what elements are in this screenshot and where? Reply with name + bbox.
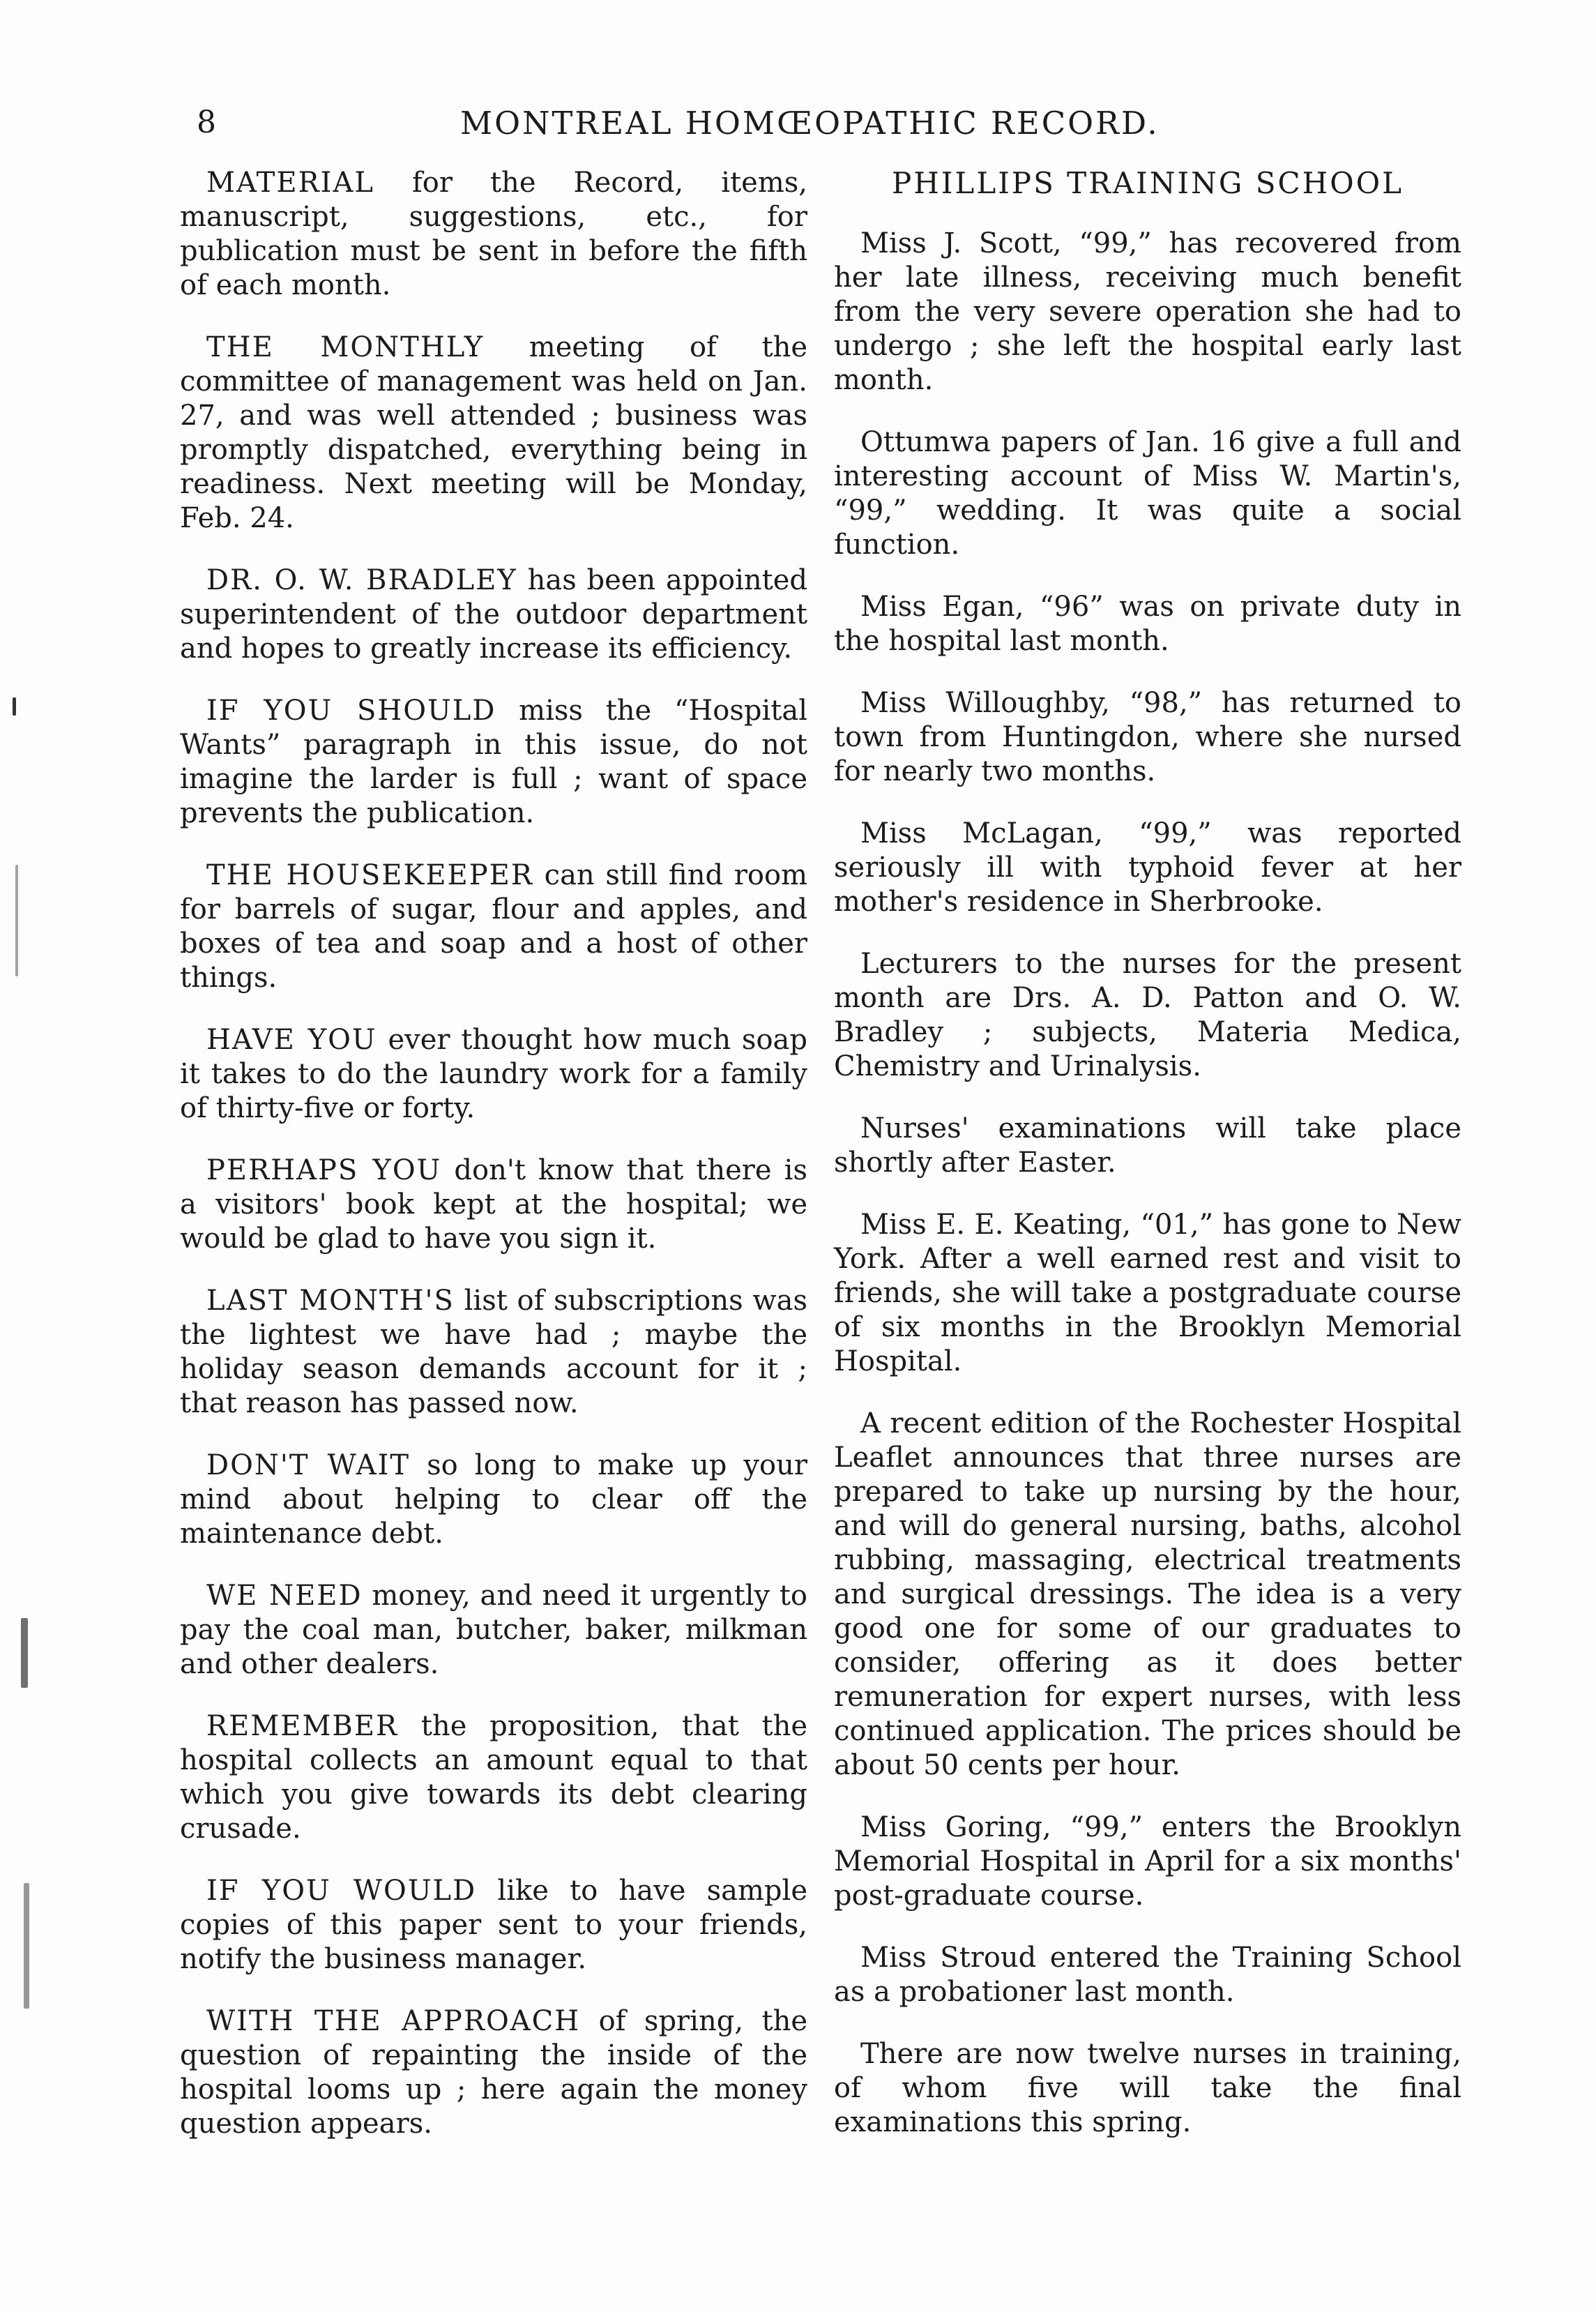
- scan-speck: [13, 697, 16, 716]
- page-number: 8: [197, 105, 216, 140]
- note-text: the proposition, that the hospital collects an amount equal to that which you give towards its debt clearing crusade.: [180, 1710, 807, 1845]
- note-text: of spring, the question of repainting the inside of the hospital looms up ; here again the money question appears.: [180, 2005, 808, 2140]
- note-paragraph: [180, 1874, 807, 1977]
- note-lead: THE MONTHLY: [206, 331, 485, 363]
- note-text: so long to make up your mind about helping to clear off the maintenance debt.: [180, 1449, 807, 1550]
- news-paragraph: Miss McLagan, “99,” was reported seriously ill with typhoid fever at her mother's residence in Sherbrooke.: [834, 817, 1461, 918]
- news-paragraph: Nurses' examinations will take place shortly after Easter.: [834, 1112, 1461, 1179]
- note-lead: REMEMBER: [206, 1710, 399, 1742]
- scan-speck: [21, 1618, 28, 1688]
- note-paragraph: [180, 166, 807, 303]
- note-text: miss the “Hospital Wants” paragraph in this issue, do not imagine the larder is full ; want of space prevents the publication.: [180, 695, 808, 829]
- news-paragraph: Miss Stroud entered the Training School as a probationer last month.: [834, 1942, 1461, 2008]
- note-paragraph: [180, 1023, 807, 1126]
- note-paragraph: [180, 1709, 807, 1846]
- scan-speck: [24, 1883, 29, 2009]
- note-lead: IF YOU SHOULD: [206, 695, 496, 727]
- note-lead: HAVE YOU: [206, 1024, 377, 1056]
- note-paragraph: [180, 564, 807, 666]
- note-paragraph: [180, 1154, 807, 1256]
- note-paragraph: [180, 859, 807, 995]
- section-heading: PHILLIPS TRAINING SCHOOL: [891, 166, 1404, 200]
- news-paragraph: Miss J. Scott, “99,” has recovered from her late illness, receiving much benefit from the very severe operation she had to undergo ; she left the hospital early last month.: [834, 227, 1461, 396]
- note-paragraph: [180, 1284, 807, 1421]
- note-paragraph: [180, 694, 807, 831]
- note-text: can still find room for barrels of sugar, flour and apples, and boxes of tea and soap and a host of other things.: [180, 859, 807, 994]
- news-paragraph: Miss E. E. Keating, “01,” has gone to New York. After a well earned rest and visit to friends, she will take a postgraduate course of six months in the Brooklyn Memorial Hospital.: [834, 1209, 1461, 1377]
- note-paragraph: [180, 1579, 807, 1682]
- note-paragraph: [180, 1449, 807, 1551]
- note-text: ever thought how much soap it takes to do the laundry work for a family of thirty-five or forty.: [180, 1024, 807, 1124]
- right-column: [834, 166, 1461, 2168]
- note-lead: WITH THE APPROACH: [206, 2005, 581, 2037]
- note-text: list of subscriptions was the lightest we have had ; maybe the holiday season demands account for it ; that reason has passed now.: [180, 1285, 807, 1419]
- note-lead: THE HOUSEKEEPER: [206, 859, 533, 891]
- note-lead: IF YOU WOULD: [206, 1875, 477, 1907]
- note-lead: WE NEED: [206, 1580, 363, 1612]
- news-paragraph: Lecturers to the nurses for the present month are Drs. A. D. Patton and O. W. Bradley ; subjects, Materia Medica, Chemistry and Urinalysis.: [834, 948, 1461, 1082]
- scan-speck: [15, 865, 18, 976]
- news-paragraph: Ottumwa papers of Jan. 16 give a full and interesting account of Miss W. Martin's, “99,” wedding. It was quite a social function.: [834, 426, 1461, 561]
- note-text: don't know that there is a visitors' book kept at the hospital; we would be glad to have you sign it.: [180, 1154, 807, 1255]
- news-paragraph: Miss Willoughby, “98,” has returned to town from Huntingdon, where she nursed for nearly two months.: [834, 687, 1461, 787]
- note-paragraph: [180, 331, 807, 536]
- note-text: like to have sample copies of this paper sent to your friends, notify the business manager.: [180, 1875, 807, 1975]
- left-column: [180, 166, 807, 2169]
- note-paragraph: [180, 2004, 807, 2141]
- note-text: has been appointed superintendent of the outdoor department and hopes to greatly increase its efficiency.: [180, 564, 807, 665]
- news-paragraph: There are now twelve nurses in training, of whom five will take the final examinations this spring.: [834, 2038, 1461, 2138]
- news-paragraph: Miss Egan, “96” was on private duty in the hospital last month.: [834, 591, 1461, 657]
- note-lead: DON'T WAIT: [206, 1449, 411, 1481]
- note-text: meeting of the committee of management was held on Jan. 27, and was well attended ; business was promptly dispatched, everything being in readiness. Next meeting will be Monday, Feb. 24.: [180, 331, 807, 534]
- note-lead: PERHAPS YOU: [206, 1154, 442, 1186]
- note-text: money, and need it urgently to pay the coal man, butcher, baker, milkman and other dealers.: [180, 1580, 807, 1680]
- note-lead: MATERIAL: [206, 167, 374, 199]
- news-paragraph: A recent edition of the Rochester Hospital Leaflet announces that three nurses are prepared to take up nursing by the hour, and will do general nursing, baths, alcohol rubbing, massaging, electrical treatments and surgical dressings. The idea is a very good one for some of our graduates to consider, offering as it does better remuneration for expert nurses, with less continued application. The prices should be about 50 cents per hour.: [834, 1407, 1461, 1781]
- running-head: MONTREAL HOMŒOPATHIC RECORD.: [460, 105, 1160, 142]
- note-lead: DR. O. W. BRADLEY: [206, 564, 517, 596]
- note-lead: LAST MONTH'S: [206, 1285, 455, 1317]
- note-text: for the Record, items, manuscript, suggestions, etc., for publication must be sent in before the fifth of each month.: [180, 167, 807, 301]
- news-paragraph: Miss Goring, “99,” enters the Brooklyn Memorial Hospital in April for a six months' post-graduate course.: [834, 1811, 1461, 1912]
